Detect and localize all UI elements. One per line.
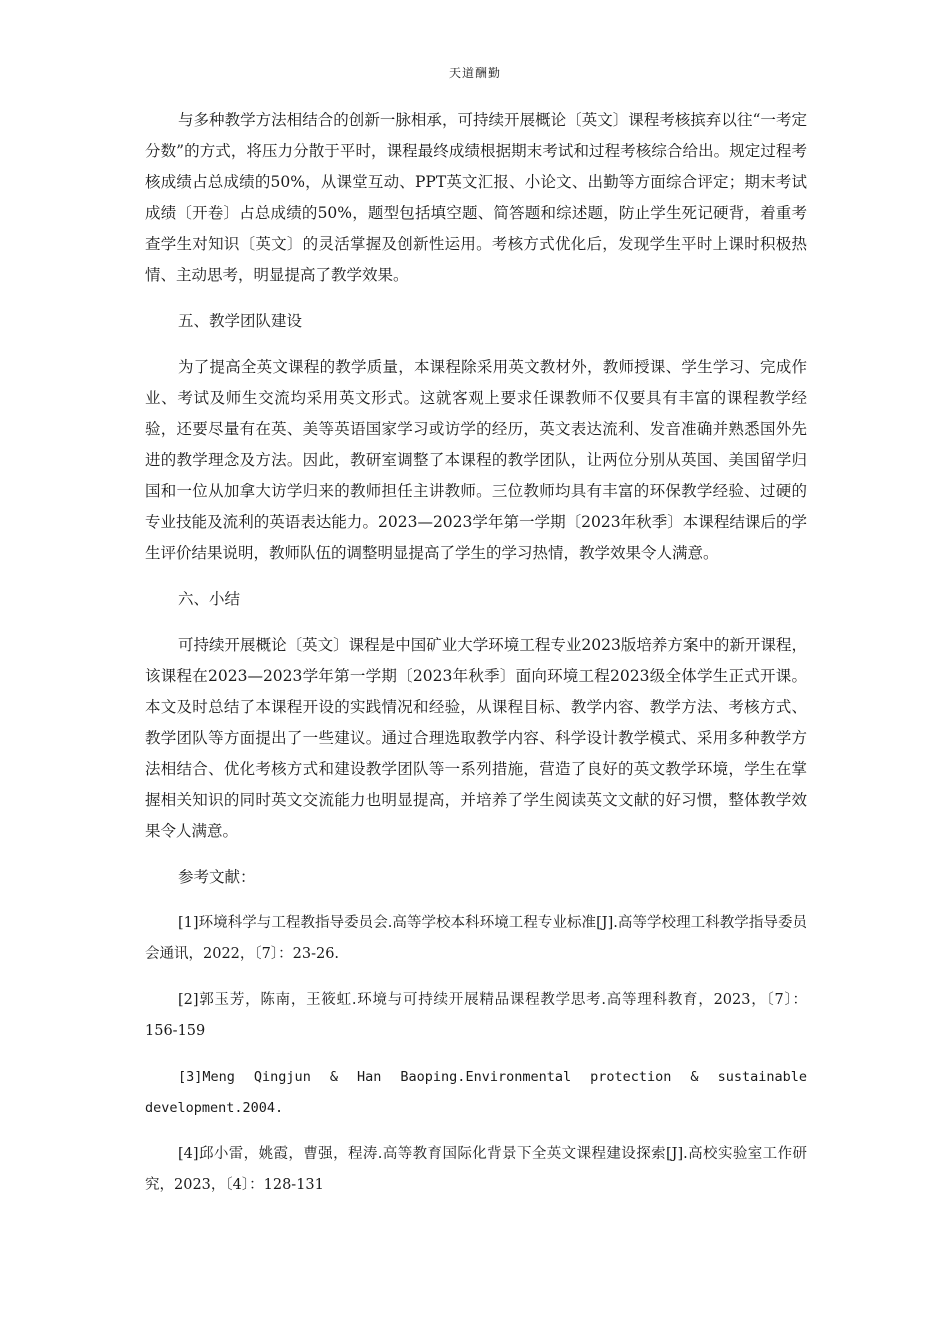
section-heading-team: 五、教学团队建设 [178,312,303,330]
page-header: 天道酬勤 [448,66,501,80]
paragraph-team: 为了提高全英文课程的教学质量，本课程除采用英文教材外，教师授课、学生学习、完成作业、考试及师生交流均采用英文形式。这就客观上要求任课教师不仅要具有丰富的课程教学经验，还要尽量有在英、美等英语国家学习或访学的经历，英文表达流利、发音准确并熟悉国外先进的教学理念及方法。因此，教研室调整了本课程的教学团队，让两位分别从英国、美国留学归国和一位从加拿大访学归来的教师担任主讲教师。三位教师均具有丰富的环保教学经验、过硬的专业技能及流利的英语表达能力。2023—2023学年第一学期〔2023年秋季〕本课程结课后的学生评价结果说明，教师队伍的调整明显提高了学生的学习热情，教学效果令人满意。 [145,358,807,562]
document-body [145,105,807,1201]
section-heading-summary: 六、小结 [178,590,241,608]
reference-item-3: [3]Meng Qingjun & Han Baoping.Environmental protection & sustainable development.2004. [145,1069,807,1116]
reference-item-1: [1]环境科学与工程教指导委员会.高等学校本科环境工程专业标准[J].高等学校理工科教学指导委员会通讯，2022，〔7〕：23-26. [145,915,807,962]
paragraph-assessment: 与多种教学方法相结合的创新一脉相承，可持续开展概论〔英文〕课程考核摈弃以往“一考定分数”的方式，将压力分散于平时，课程最终成绩根据期末考试和过程考核综合给出。规定过程考核成绩占总成绩的50%，从课堂互动、PPT英文汇报、小论文、出勤等方面综合评定；期末考试成绩〔开卷〕占总成绩的50%，题型包括填空题、简答题和综述题，防止学生死记硬背，着重考查学生对知识〔英文〕的灵活掌握及创新性运用。考核方式优化后，发现学生平时上课时积极热情、主动思考，明显提高了教学效果。 [145,111,807,284]
reference-item-4: [4]邱小雷，姚霞，曹强，程涛.高等教育国际化背景下全英文课程建设探索[J].高校实验室工作研究，2023，〔4〕：128-131 [145,1146,807,1193]
paragraph-summary: 可持续开展概论〔英文〕课程是中国矿业大学环境工程专业2023版培养方案中的新开课程，该课程在2023—2023学年第一学期〔2023年秋季〕面向环境工程2023级全体学生正式开课。本文及时总结了本课程开设的实践情况和经验，从课程目标、教学内容、教学方法、考核方式、教学团队等方面提出了一些建议。通过合理选取教学内容、科学设计教学模式、采用多种教学方法相结合、优化考核方式和建设教学团队等一系列措施，营造了良好的英文教学环境，学生在掌握相关知识的同时英文交流能力也明显提高，并培养了学生阅读英文文献的好习惯，整体教学效果令人满意。 [145,636,807,840]
references-title: 参考文献： [178,868,256,886]
reference-item-2: [2]郭玉芳，陈南，王筱虹.环境与可持续开展精品课程教学思考.高等理科教育，2023，〔7〕：156-159 [145,992,807,1039]
